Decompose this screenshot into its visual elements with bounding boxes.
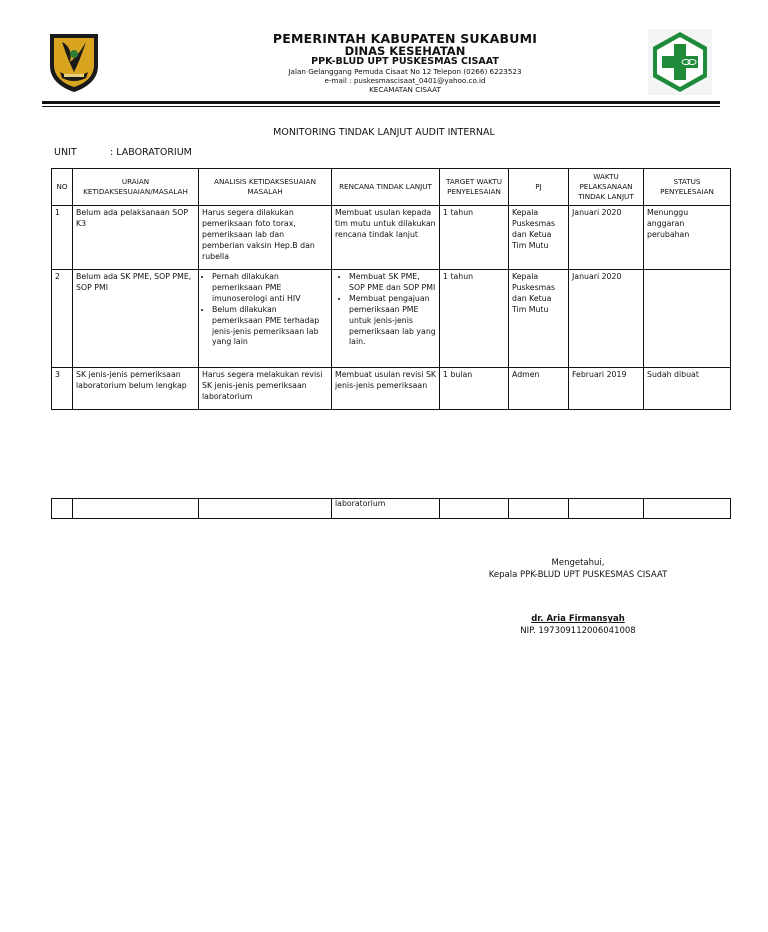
cell-uraian: SK jenis-jenis pemeriksaan laboratorium belum lengkap xyxy=(73,368,199,410)
unit-value: : LABORATORIUM xyxy=(110,147,192,158)
letterhead xyxy=(240,32,570,94)
signature-nip: NIP. 197309112006041008 xyxy=(520,626,636,636)
cell-rencana xyxy=(332,270,440,368)
header-waktu: WAKTU PELAKSANAAN TINDAK LANJUT xyxy=(569,169,644,206)
cell-rencana: laboratorium xyxy=(332,499,440,519)
cell-waktu: Februari 2019 xyxy=(569,368,644,410)
cell-pj xyxy=(509,499,569,519)
puskesmas-emblem-logo xyxy=(648,29,712,95)
unit-label: UNIT xyxy=(54,147,77,158)
cell-pj: Admen xyxy=(509,368,569,410)
signature-name: dr. Aria Firmansyah xyxy=(531,614,625,624)
cell-analisis: Harus segera melakukan revisi SK jenis-jenis pemeriksaan laboratorium xyxy=(199,368,332,410)
cell-status: Sudah dibuat xyxy=(644,368,731,410)
cell-target: 1 tahun xyxy=(440,206,509,270)
table-row xyxy=(52,499,731,519)
letterhead-rule-thick xyxy=(42,101,720,104)
cell-pj: Kepala Puskesmas dan Ketua Tim Mutu xyxy=(509,270,569,368)
cell-pj: Kepala Puskesmas dan Ketua Tim Mutu xyxy=(509,206,569,270)
cell-target: 1 bulan xyxy=(440,368,509,410)
cell-uraian: Belum ada pelaksanaan SOP K3 xyxy=(73,206,199,270)
table-header-row xyxy=(52,169,731,206)
cell-status: Menunggu anggaran perubahan xyxy=(644,206,731,270)
list-item: • Membuat SK PME, SOP PME dan SOP PMI xyxy=(349,272,436,294)
header-target: TARGET WAKTU PENYELESAIAN xyxy=(440,169,509,206)
cell-status xyxy=(644,499,731,519)
cell-uraian: Belum ada SK PME, SOP PME, SOP PMI xyxy=(73,270,199,368)
cell-rencana: Membuat usulan revisi SK jenis-jenis pemeriksaan xyxy=(332,368,440,410)
cell-analisis xyxy=(199,270,332,368)
audit-table-continuation xyxy=(51,498,731,519)
table-row xyxy=(52,206,731,270)
header-status: STATUS PENYELESAIAN xyxy=(644,169,731,206)
document-title: MONITORING TINDAK LANJUT AUDIT INTERNAL xyxy=(273,127,495,138)
cell-rencana: Membuat usulan kepada tim mutu untuk dilakukan rencana tindak lanjut xyxy=(332,206,440,270)
letterhead-district: KECAMATAN CISAAT xyxy=(369,85,441,95)
header-no: NO xyxy=(52,169,73,206)
cell-status xyxy=(644,270,731,368)
list-item: • Membuat pengajuan pemeriksaan PME untuk jenis-jenis pemeriksaan lab yang lain. xyxy=(349,294,436,349)
cell-analisis: Harus segera dilakukan pemeriksaan foto torax, pemeriksaan lab dan pemberian vaksin Hep.B dan rubella xyxy=(199,206,332,270)
cell-no: 2 xyxy=(52,270,73,368)
audit-table xyxy=(51,168,731,410)
table-row xyxy=(52,368,731,410)
table-row xyxy=(52,270,731,368)
cell-target xyxy=(440,499,509,519)
header-pj: PJ xyxy=(509,169,569,206)
cell-waktu: Januari 2020 xyxy=(569,270,644,368)
header-rencana: RENCANA TINDAK LANJUT xyxy=(332,169,440,206)
cell-no xyxy=(52,499,73,519)
letterhead-department: DINAS KESEHATAN xyxy=(344,44,466,59)
cell-waktu: Januari 2020 xyxy=(569,206,644,270)
header-analisis: ANALISIS KETIDAKSESUAIAN MASALAH xyxy=(199,169,332,206)
letterhead-email: e-mail : puskesmascisaat_0401@yahoo.co.id xyxy=(324,76,486,86)
cell-no: 1 xyxy=(52,206,73,270)
list-item: • Belum dilakukan pemeriksaan PME terhadap jenis-jenis pemeriksaan lab yang lain xyxy=(212,305,328,349)
letterhead-address: Jalan Gelanggang Pemuda Cisaat No 12 Telepon (0266) 6223523 xyxy=(288,67,522,77)
letterhead-institution: PPK-BLUD UPT PUSKESMAS CISAAT xyxy=(311,56,499,68)
signature-acknowledged: Mengetahui, xyxy=(551,558,605,568)
cell-no: 3 xyxy=(52,368,73,410)
sukabumi-crest-logo xyxy=(48,32,100,94)
letterhead-rule-thin xyxy=(42,106,720,107)
cell-uraian xyxy=(73,499,199,519)
header-uraian: URAIAN KETIDAKSESUAIAN/MASALAH xyxy=(73,169,199,206)
cell-target: 1 tahun xyxy=(440,270,509,368)
list-item: • Pernah dilakukan pemeriksaan PME imunoserologi anti HIV xyxy=(212,272,328,305)
signature-position: Kepala PPK-BLUD UPT PUSKESMAS CISAAT xyxy=(488,570,668,580)
cell-waktu xyxy=(569,499,644,519)
letterhead-government: PEMERINTAH KABUPATEN SUKABUMI xyxy=(272,31,538,46)
cell-analisis xyxy=(199,499,332,519)
